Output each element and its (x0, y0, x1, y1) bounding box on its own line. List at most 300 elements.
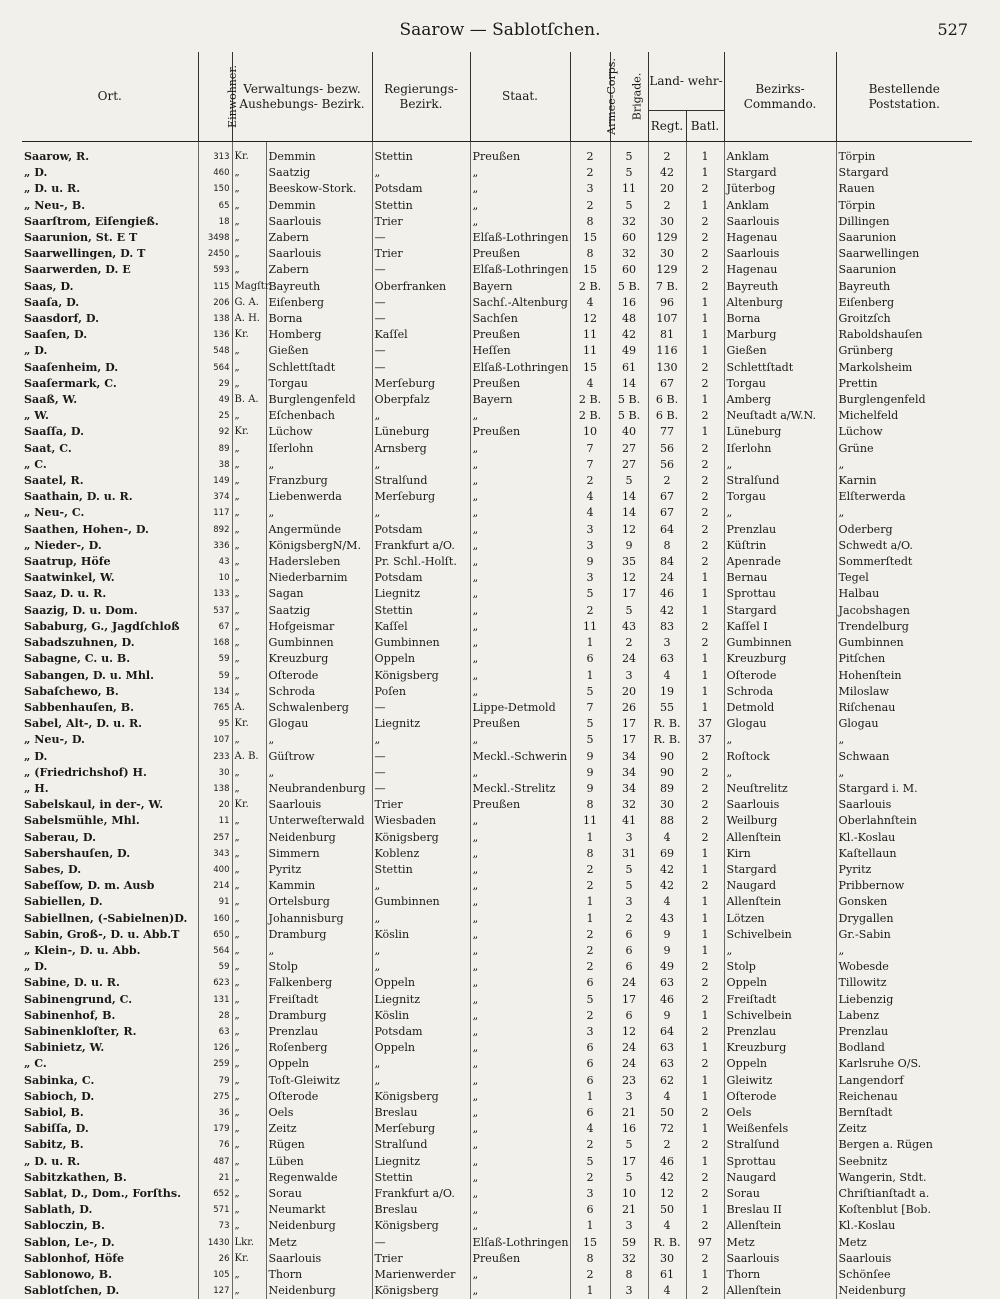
cell-landwehr-batl: 2 (686, 1186, 724, 1202)
cell-poststation: Glogau (836, 716, 972, 732)
cell-landwehr-batl: 1 (686, 943, 724, 959)
cell-regierung: Königsberg (372, 1218, 470, 1234)
cell-brigade: 14 (610, 505, 648, 521)
cell-regierung: Königsberg (372, 1283, 470, 1299)
cell-verwaltung: Metz (266, 1235, 372, 1251)
cell-staat: „ (470, 570, 570, 586)
cell-regierung: Kaſſel (372, 619, 470, 635)
cell-landwehr-regt: 84 (648, 554, 686, 570)
cell-staat: Preußen (470, 376, 570, 392)
cell-einwohner: 571 (198, 1202, 232, 1218)
cell-poststation: Lüchow (836, 424, 972, 440)
cell-landwehr-batl: 2 (686, 505, 724, 521)
cell-landwehr-batl: 2 (686, 1024, 724, 1040)
cell-staat: „ (470, 522, 570, 538)
table-row (22, 911, 972, 927)
cell-poststation: Metz (836, 1235, 972, 1251)
cell-poststation: Bernſtadt (836, 1105, 972, 1121)
cell-regierung: — (372, 262, 470, 278)
cell-regierung: „ (372, 457, 470, 473)
cell-ort: Sablat, D., Dom., Forſths. (22, 1186, 198, 1202)
cell-regierung: „ (372, 1056, 470, 1072)
cell-landwehr-batl: 1 (686, 1154, 724, 1170)
cell-bezirks-commando: Metz (724, 1235, 836, 1251)
cell-landwehr-regt: 4 (648, 668, 686, 684)
cell-regierung: Trier (372, 214, 470, 230)
cell-bezirks-commando: Amberg (724, 392, 836, 408)
cell-poststation: Sommerſtedt (836, 554, 972, 570)
cell-einwohner: 487 (198, 1154, 232, 1170)
cell-ort: Saatrup, Höfe (22, 554, 198, 570)
cell-einwohner: 117 (198, 505, 232, 521)
cell-regierung: Gumbinnen (372, 635, 470, 651)
cell-ort: Sabiſſa, D. (22, 1121, 198, 1137)
cell-armee-corps: 2 B. (570, 408, 610, 424)
cell-poststation: Langendorf (836, 1073, 972, 1089)
cell-ort: „ C. (22, 457, 198, 473)
table-row (22, 781, 972, 797)
cell-bezirks-commando: Prenzlau (724, 522, 836, 538)
cell-landwehr-regt: 129 (648, 262, 686, 278)
cell-bezirks-commando: Detmold (724, 700, 836, 716)
cell-einwohner: 214 (198, 878, 232, 894)
cell-verwaltung: Ortelsburg (266, 894, 372, 910)
cell-poststation: Seebnitz (836, 1154, 972, 1170)
table-spacer (22, 142, 972, 150)
cell-einwohner: 89 (198, 441, 232, 457)
cell-verwaltung: „ (266, 457, 372, 473)
cell-amt: „ (232, 522, 266, 538)
cell-poststation: Gonsken (836, 894, 972, 910)
cell-poststation: „ (836, 505, 972, 521)
cell-staat: „ (470, 489, 570, 505)
cell-bezirks-commando: Bernau (724, 570, 836, 586)
cell-bezirks-commando: Anklam (724, 198, 836, 214)
cell-bezirks-commando: Saarlouis (724, 246, 836, 262)
cell-verwaltung: Güſtrow (266, 749, 372, 765)
cell-amt: „ (232, 603, 266, 619)
cell-landwehr-regt: 6 B. (648, 392, 686, 408)
cell-brigade: 27 (610, 457, 648, 473)
cell-regierung: Königsberg (372, 1089, 470, 1105)
cell-landwehr-regt: 64 (648, 522, 686, 538)
cell-bezirks-commando: Apenrade (724, 554, 836, 570)
cell-amt: A. B. (232, 749, 266, 765)
cell-einwohner: 892 (198, 522, 232, 538)
cell-landwehr-regt: 56 (648, 457, 686, 473)
cell-poststation: Burglengenfeld (836, 392, 972, 408)
cell-verwaltung: Pyritz (266, 862, 372, 878)
cell-landwehr-batl: 2 (686, 441, 724, 457)
cell-ort: Sabes, D. (22, 862, 198, 878)
cell-landwehr-regt: 63 (648, 975, 686, 991)
cell-regierung: Gumbinnen (372, 894, 470, 910)
cell-landwehr-batl: 2 (686, 781, 724, 797)
cell-armee-corps: 9 (570, 781, 610, 797)
cell-brigade: 23 (610, 1073, 648, 1089)
cell-landwehr-batl: 1 (686, 927, 724, 943)
cell-landwehr-batl: 2 (686, 522, 724, 538)
cell-armee-corps: 3 (570, 181, 610, 197)
cell-amt: „ (232, 927, 266, 943)
cell-landwehr-regt: 89 (648, 781, 686, 797)
cell-poststation: Groitzſch (836, 311, 972, 327)
cell-armee-corps: 5 (570, 992, 610, 1008)
header-poststation: Bestellende Poststation. (836, 52, 972, 142)
cell-einwohner: 91 (198, 894, 232, 910)
cell-regierung: „ (372, 1073, 470, 1089)
cell-ort: Saathen, Hohen-, D. (22, 522, 198, 538)
cell-brigade: 6 (610, 927, 648, 943)
cell-landwehr-batl: 2 (686, 246, 724, 262)
cell-regierung: Trier (372, 246, 470, 262)
cell-einwohner: 765 (198, 700, 232, 716)
cell-bezirks-commando: Oppeln (724, 1056, 836, 1072)
table-row (22, 1024, 972, 1040)
cell-ort: Sabinietz, W. (22, 1040, 198, 1056)
cell-armee-corps: 11 (570, 343, 610, 359)
cell-verwaltung: „ (266, 943, 372, 959)
cell-brigade: 2 (610, 911, 648, 927)
cell-landwehr-regt: 20 (648, 181, 686, 197)
cell-verwaltung: Kammin (266, 878, 372, 894)
cell-brigade: 8 (610, 1267, 648, 1283)
cell-landwehr-batl: 2 (686, 408, 724, 424)
table-row (22, 1170, 972, 1186)
cell-einwohner: 21 (198, 1170, 232, 1186)
cell-amt: „ (232, 198, 266, 214)
cell-amt: „ (232, 554, 266, 570)
cell-landwehr-batl: 37 (686, 716, 724, 732)
cell-einwohner: 95 (198, 716, 232, 732)
table-row (22, 1202, 972, 1218)
cell-brigade: 49 (610, 343, 648, 359)
cell-bezirks-commando: Stralſund (724, 473, 836, 489)
table-row (22, 1056, 972, 1072)
cell-ort: Sabelskaul, in der-, W. (22, 797, 198, 813)
cell-armee-corps: 2 (570, 1170, 610, 1186)
table-row (22, 489, 972, 505)
table-row (22, 538, 972, 554)
cell-staat: „ (470, 959, 570, 975)
cell-armee-corps: 5 (570, 716, 610, 732)
page-header (0, 18, 1000, 48)
table-row (22, 376, 972, 392)
cell-armee-corps: 7 (570, 700, 610, 716)
cell-regierung: Arnsberg (372, 441, 470, 457)
table-row (22, 862, 972, 878)
cell-regierung: „ (372, 911, 470, 927)
cell-brigade: 3 (610, 1218, 648, 1234)
cell-regierung: Wiesbaden (372, 813, 470, 829)
cell-amt: Magſtr. (232, 279, 266, 295)
cell-verwaltung: Saarlouis (266, 1251, 372, 1267)
header-landwehr (648, 52, 724, 142)
table-row (22, 441, 972, 457)
cell-bezirks-commando: Sprottau (724, 586, 836, 602)
cell-amt: Kr. (232, 1251, 266, 1267)
cell-staat: Preußen (470, 246, 570, 262)
cell-einwohner: 107 (198, 732, 232, 748)
cell-poststation: Pribbernow (836, 878, 972, 894)
cell-poststation: Bergen a. Rügen (836, 1137, 972, 1153)
cell-regierung: Potsdam (372, 570, 470, 586)
cell-ort: Saasdorf, D. (22, 311, 198, 327)
cell-landwehr-regt: 83 (648, 619, 686, 635)
cell-brigade: 3 (610, 830, 648, 846)
cell-brigade: 14 (610, 376, 648, 392)
cell-regierung: Breslau (372, 1105, 470, 1121)
cell-bezirks-commando: Naugard (724, 878, 836, 894)
cell-bezirks-commando: Thorn (724, 1267, 836, 1283)
cell-landwehr-batl: 1 (686, 392, 724, 408)
cell-brigade: 24 (610, 651, 648, 667)
cell-amt: „ (232, 992, 266, 1008)
cell-poststation: Grünberg (836, 343, 972, 359)
cell-landwehr-batl: 1 (686, 424, 724, 440)
cell-ort: Saberau, D. (22, 830, 198, 846)
cell-bezirks-commando: Breslau II (724, 1202, 836, 1218)
cell-staat: Preußen (470, 716, 570, 732)
cell-verwaltung: Franzburg (266, 473, 372, 489)
cell-regierung: Trier (372, 1251, 470, 1267)
cell-verwaltung: Gießen (266, 343, 372, 359)
cell-amt: Kr. (232, 327, 266, 343)
cell-bezirks-commando: Glogau (724, 716, 836, 732)
cell-armee-corps: 2 (570, 165, 610, 181)
cell-landwehr-regt: 43 (648, 911, 686, 927)
cell-einwohner: 26 (198, 1251, 232, 1267)
cell-ort: „ Klein-, D. u. Abb. (22, 943, 198, 959)
cell-ort: Sabiol, B. (22, 1105, 198, 1121)
cell-bezirks-commando: Stargard (724, 603, 836, 619)
cell-ort: Sabitzkathen, B. (22, 1170, 198, 1186)
cell-brigade: 60 (610, 230, 648, 246)
cell-landwehr-regt: 7 B. (648, 279, 686, 295)
cell-ort: Saarwellingen, D. T (22, 246, 198, 262)
cell-armee-corps: 2 (570, 1267, 610, 1283)
cell-einwohner: 233 (198, 749, 232, 765)
cell-bezirks-commando: Allenſtein (724, 830, 836, 846)
cell-einwohner: 63 (198, 1024, 232, 1040)
cell-armee-corps: 1 (570, 1218, 610, 1234)
cell-regierung: „ (372, 878, 470, 894)
header-armee-corps: Armee-Corps. (570, 52, 610, 142)
cell-amt: „ (232, 457, 266, 473)
cell-bezirks-commando: Oppeln (724, 975, 836, 991)
cell-staat: Meckl.-Schwerin (470, 749, 570, 765)
cell-armee-corps: 4 (570, 489, 610, 505)
cell-poststation: Saarunion (836, 230, 972, 246)
cell-landwehr-batl: 2 (686, 619, 724, 635)
cell-poststation: Tillowitz (836, 975, 972, 991)
cell-poststation: Pyritz (836, 862, 972, 878)
cell-armee-corps: 2 (570, 927, 610, 943)
cell-verwaltung: Oppeln (266, 1056, 372, 1072)
cell-poststation: Neidenburg (836, 1283, 972, 1299)
cell-landwehr-regt: 30 (648, 797, 686, 813)
cell-armee-corps: 1 (570, 668, 610, 684)
cell-staat: „ (470, 878, 570, 894)
cell-brigade: 24 (610, 975, 648, 991)
table-row (22, 1008, 972, 1024)
cell-bezirks-commando: Kreuzburg (724, 651, 836, 667)
cell-staat: Elſaß-Lothringen (470, 262, 570, 278)
table-row (22, 716, 972, 732)
cell-landwehr-batl: 1 (686, 149, 724, 165)
cell-einwohner: 11 (198, 813, 232, 829)
cell-verwaltung: Demmin (266, 198, 372, 214)
cell-landwehr-batl: 2 (686, 830, 724, 846)
table-row (22, 797, 972, 813)
cell-amt: „ (232, 668, 266, 684)
cell-amt: „ (232, 489, 266, 505)
cell-brigade: 5 (610, 862, 648, 878)
cell-amt: „ (232, 1186, 266, 1202)
cell-ort: „ (Friedrichshof) H. (22, 765, 198, 781)
cell-ort: Sablonowo, B. (22, 1267, 198, 1283)
cell-regierung: Pr. Schl.-Holſt. (372, 554, 470, 570)
cell-einwohner: 537 (198, 603, 232, 619)
cell-ort: Sababurg, G., Jagdſchloß (22, 619, 198, 635)
cell-landwehr-regt: 9 (648, 927, 686, 943)
cell-amt: Kr. (232, 424, 266, 440)
cell-ort: „ C. (22, 1056, 198, 1072)
cell-verwaltung: Lüben (266, 1154, 372, 1170)
cell-amt: Kr. (232, 716, 266, 732)
header-verwaltung: Verwaltungs- bezw. Aushebungs- Bezirk. (232, 52, 372, 142)
table-row (22, 1251, 972, 1267)
cell-landwehr-batl: 2 (686, 1137, 724, 1153)
cell-einwohner: 400 (198, 862, 232, 878)
cell-landwehr-regt: 30 (648, 1251, 686, 1267)
table-row (22, 732, 972, 748)
cell-staat: „ (470, 505, 570, 521)
cell-verwaltung: Kreuzburg (266, 651, 372, 667)
cell-amt: „ (232, 360, 266, 376)
cell-einwohner: 650 (198, 927, 232, 943)
cell-einwohner: 38 (198, 457, 232, 473)
cell-einwohner: 1430 (198, 1235, 232, 1251)
cell-regierung: „ (372, 943, 470, 959)
cell-brigade: 34 (610, 781, 648, 797)
cell-armee-corps: 6 (570, 975, 610, 991)
cell-regierung: Breslau (372, 1202, 470, 1218)
cell-armee-corps: 3 (570, 522, 610, 538)
table-row (22, 181, 972, 197)
cell-amt: Lkr. (232, 1235, 266, 1251)
cell-poststation: Wobesde (836, 959, 972, 975)
table-body (22, 142, 972, 1299)
cell-landwehr-batl: 1 (686, 1267, 724, 1283)
cell-poststation: Gr.-Sabin (836, 927, 972, 943)
cell-bezirks-commando: Bayreuth (724, 279, 836, 295)
cell-landwehr-batl: 1 (686, 700, 724, 716)
cell-brigade: 17 (610, 586, 648, 602)
cell-bezirks-commando: Stargard (724, 165, 836, 181)
cell-einwohner: 2450 (198, 246, 232, 262)
cell-amt: „ (232, 570, 266, 586)
table-row (22, 813, 972, 829)
cell-poststation: Dillingen (836, 214, 972, 230)
cell-amt: „ (232, 894, 266, 910)
table-row (22, 959, 972, 975)
cell-poststation: Zeitz (836, 1121, 972, 1137)
cell-brigade: 61 (610, 360, 648, 376)
cell-ort: Saaſa, D. (22, 295, 198, 311)
cell-amt: „ (232, 1089, 266, 1105)
cell-landwehr-regt: 9 (648, 943, 686, 959)
cell-amt: „ (232, 765, 266, 781)
cell-brigade: 31 (610, 846, 648, 862)
cell-verwaltung: Beeskow-Stork. (266, 181, 372, 197)
cell-brigade: 3 (610, 1283, 648, 1299)
cell-landwehr-batl: 1 (686, 343, 724, 359)
cell-staat: „ (470, 165, 570, 181)
cell-einwohner: 25 (198, 408, 232, 424)
cell-bezirks-commando: Jüterbog (724, 181, 836, 197)
cell-poststation: Pitſchen (836, 651, 972, 667)
cell-einwohner: 564 (198, 943, 232, 959)
cell-poststation: Trendelburg (836, 619, 972, 635)
cell-armee-corps: 5 (570, 1154, 610, 1170)
cell-bezirks-commando: Neuſtrelitz (724, 781, 836, 797)
cell-armee-corps: 4 (570, 376, 610, 392)
table-row (22, 700, 972, 716)
cell-armee-corps: 15 (570, 230, 610, 246)
cell-poststation: Karlsruhe O/S. (836, 1056, 972, 1072)
cell-bezirks-commando: Hagenau (724, 230, 836, 246)
cell-landwehr-batl: 2 (686, 1105, 724, 1121)
cell-brigade: 35 (610, 554, 648, 570)
cell-landwehr-batl: 97 (686, 1235, 724, 1251)
cell-einwohner: 168 (198, 635, 232, 651)
cell-staat: „ (470, 1283, 570, 1299)
cell-bezirks-commando: Oſterode (724, 1089, 836, 1105)
cell-staat: Elſaß-Lothringen (470, 1235, 570, 1251)
header-regierung: Regierungs- Bezirk. (372, 52, 470, 142)
cell-armee-corps: 3 (570, 570, 610, 586)
cell-brigade: 5 (610, 165, 648, 181)
cell-verwaltung: Neidenburg (266, 830, 372, 846)
table-row (22, 668, 972, 684)
cell-amt: Kr. (232, 797, 266, 813)
cell-regierung: Trier (372, 797, 470, 813)
cell-poststation: Miloslaw (836, 684, 972, 700)
cell-ort: Sabinengrund, C. (22, 992, 198, 1008)
table-row (22, 230, 972, 246)
cell-ort: Sabioch, D. (22, 1089, 198, 1105)
cell-armee-corps: 6 (570, 1073, 610, 1089)
cell-regierung: Oppeln (372, 975, 470, 991)
table-header-row (22, 52, 972, 142)
cell-staat: Sachſen (470, 311, 570, 327)
cell-regierung: Stettin (372, 198, 470, 214)
cell-armee-corps: 8 (570, 1251, 610, 1267)
cell-landwehr-batl: 2 (686, 765, 724, 781)
cell-amt: „ (232, 538, 266, 554)
cell-amt: „ (232, 959, 266, 975)
cell-staat: Elſaß-Lothringen (470, 230, 570, 246)
cell-ort: Sabadszuhnen, D. (22, 635, 198, 651)
cell-amt: G. A. (232, 295, 266, 311)
cell-landwehr-regt: 2 (648, 149, 686, 165)
cell-ort: Saaſen, D. (22, 327, 198, 343)
table-row (22, 765, 972, 781)
cell-ort: Saathain, D. u. R. (22, 489, 198, 505)
cell-bezirks-commando: „ (724, 765, 836, 781)
cell-bezirks-commando: Saarlouis (724, 1251, 836, 1267)
